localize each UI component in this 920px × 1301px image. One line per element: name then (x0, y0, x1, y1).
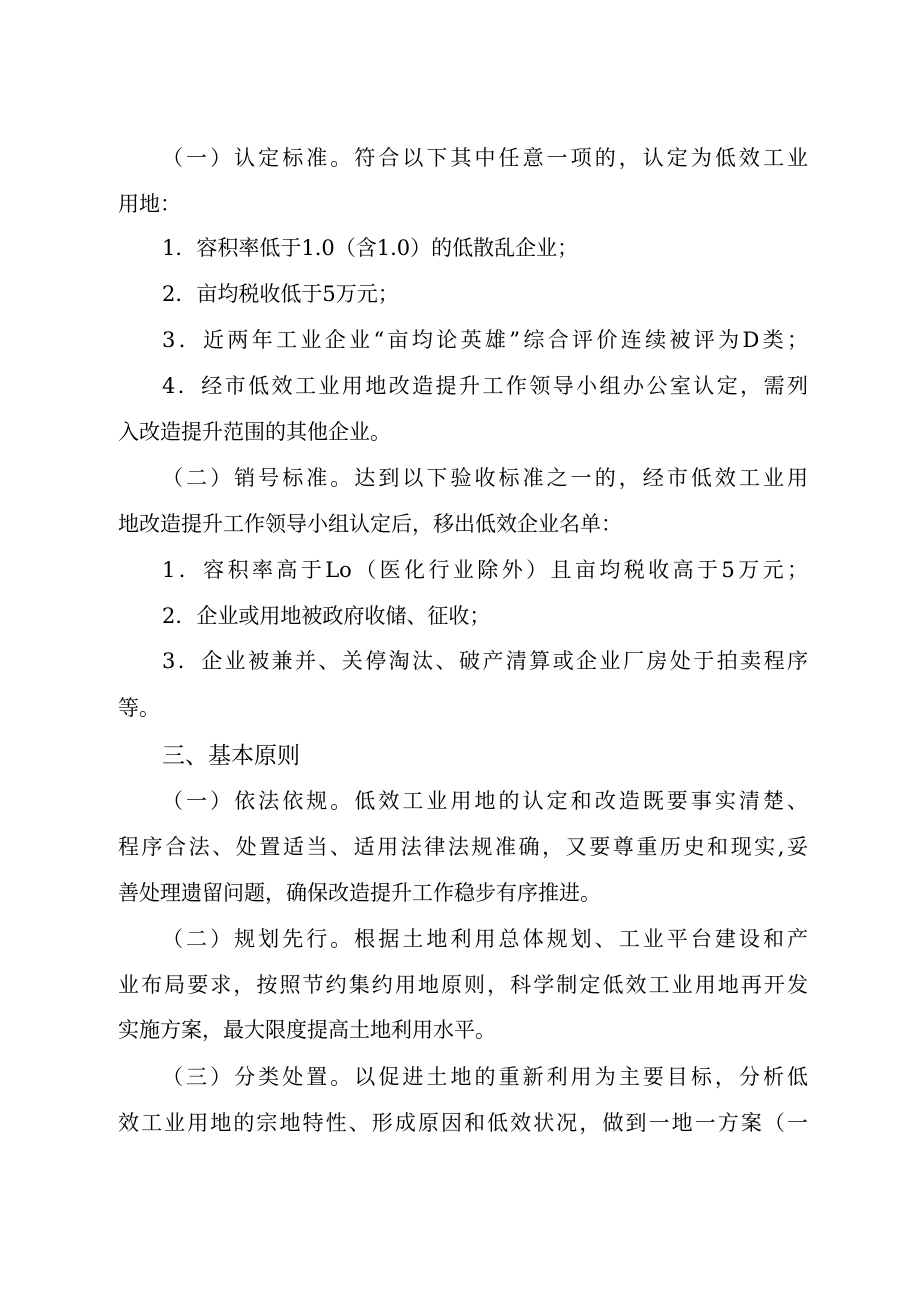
paragraph-line: 效工业用地的宗地特性、形成原因和低效状况，做到一地一方案（一 (118, 1111, 808, 1135)
list-item: 3．企业被兼并、关停淘汰、破产清算或企业厂房处于拍卖程序 (162, 649, 808, 673)
paragraph-line: 程序合法、处置适当、适用法律法规准确，又要尊重历史和现实,妥 (118, 835, 808, 859)
paragraph-line: （二）销号标准。达到以下验收标准之一的，经市低效工业用 (162, 466, 808, 490)
paragraph-line: （三）分类处置。以促进土地的重新利用为主要目标，分析低 (162, 1065, 808, 1089)
list-item: 2．亩均税收低于5万元； (162, 282, 399, 306)
list-item: 4．经市低效工业用地改造提升工作领导小组办公室认定，需列 (162, 374, 808, 398)
paragraph-line: （二）规划先行。根据土地利用总体规划、工业平台建设和产 (162, 927, 808, 951)
paragraph-line: 地改造提升工作领导小组认定后，移出低效企业名单： (118, 512, 622, 536)
paragraph-line: 等。 (118, 696, 160, 720)
list-item: 1．容积率低于1.0（含1.0）的低散乱企业； (162, 236, 579, 260)
paragraph-line: （一）认定标准。符合以下其中任意一项的，认定为低效工业 (162, 146, 808, 170)
list-item: 2．企业或用地被政府收储、征收； (162, 604, 491, 628)
list-item: 1．容积率高于Lo（医化行业除外）且亩均税收高于5万元； (162, 558, 808, 582)
paragraph-line: 入改造提升范围的其他企业。 (118, 420, 391, 444)
section-heading: 三、基本原则 (162, 743, 300, 769)
paragraph-line: 用地： (118, 192, 181, 216)
paragraph-line: 实施方案，最大限度提高土地利用水平。 (118, 1018, 496, 1042)
list-item: 3．近两年工业企业“亩均论英雄”综合评价连续被评为D类； (162, 328, 808, 352)
paragraph-line: 业布局要求，按照节约集约用地原则，科学制定低效工业用地再开发 (118, 973, 808, 997)
paragraph-line: 善处理遗留问题，确保改造提升工作稳步有序推进。 (118, 881, 601, 905)
paragraph-line: （一）依法依规。低效工业用地的认定和改造既要事实清楚、 (162, 789, 808, 813)
